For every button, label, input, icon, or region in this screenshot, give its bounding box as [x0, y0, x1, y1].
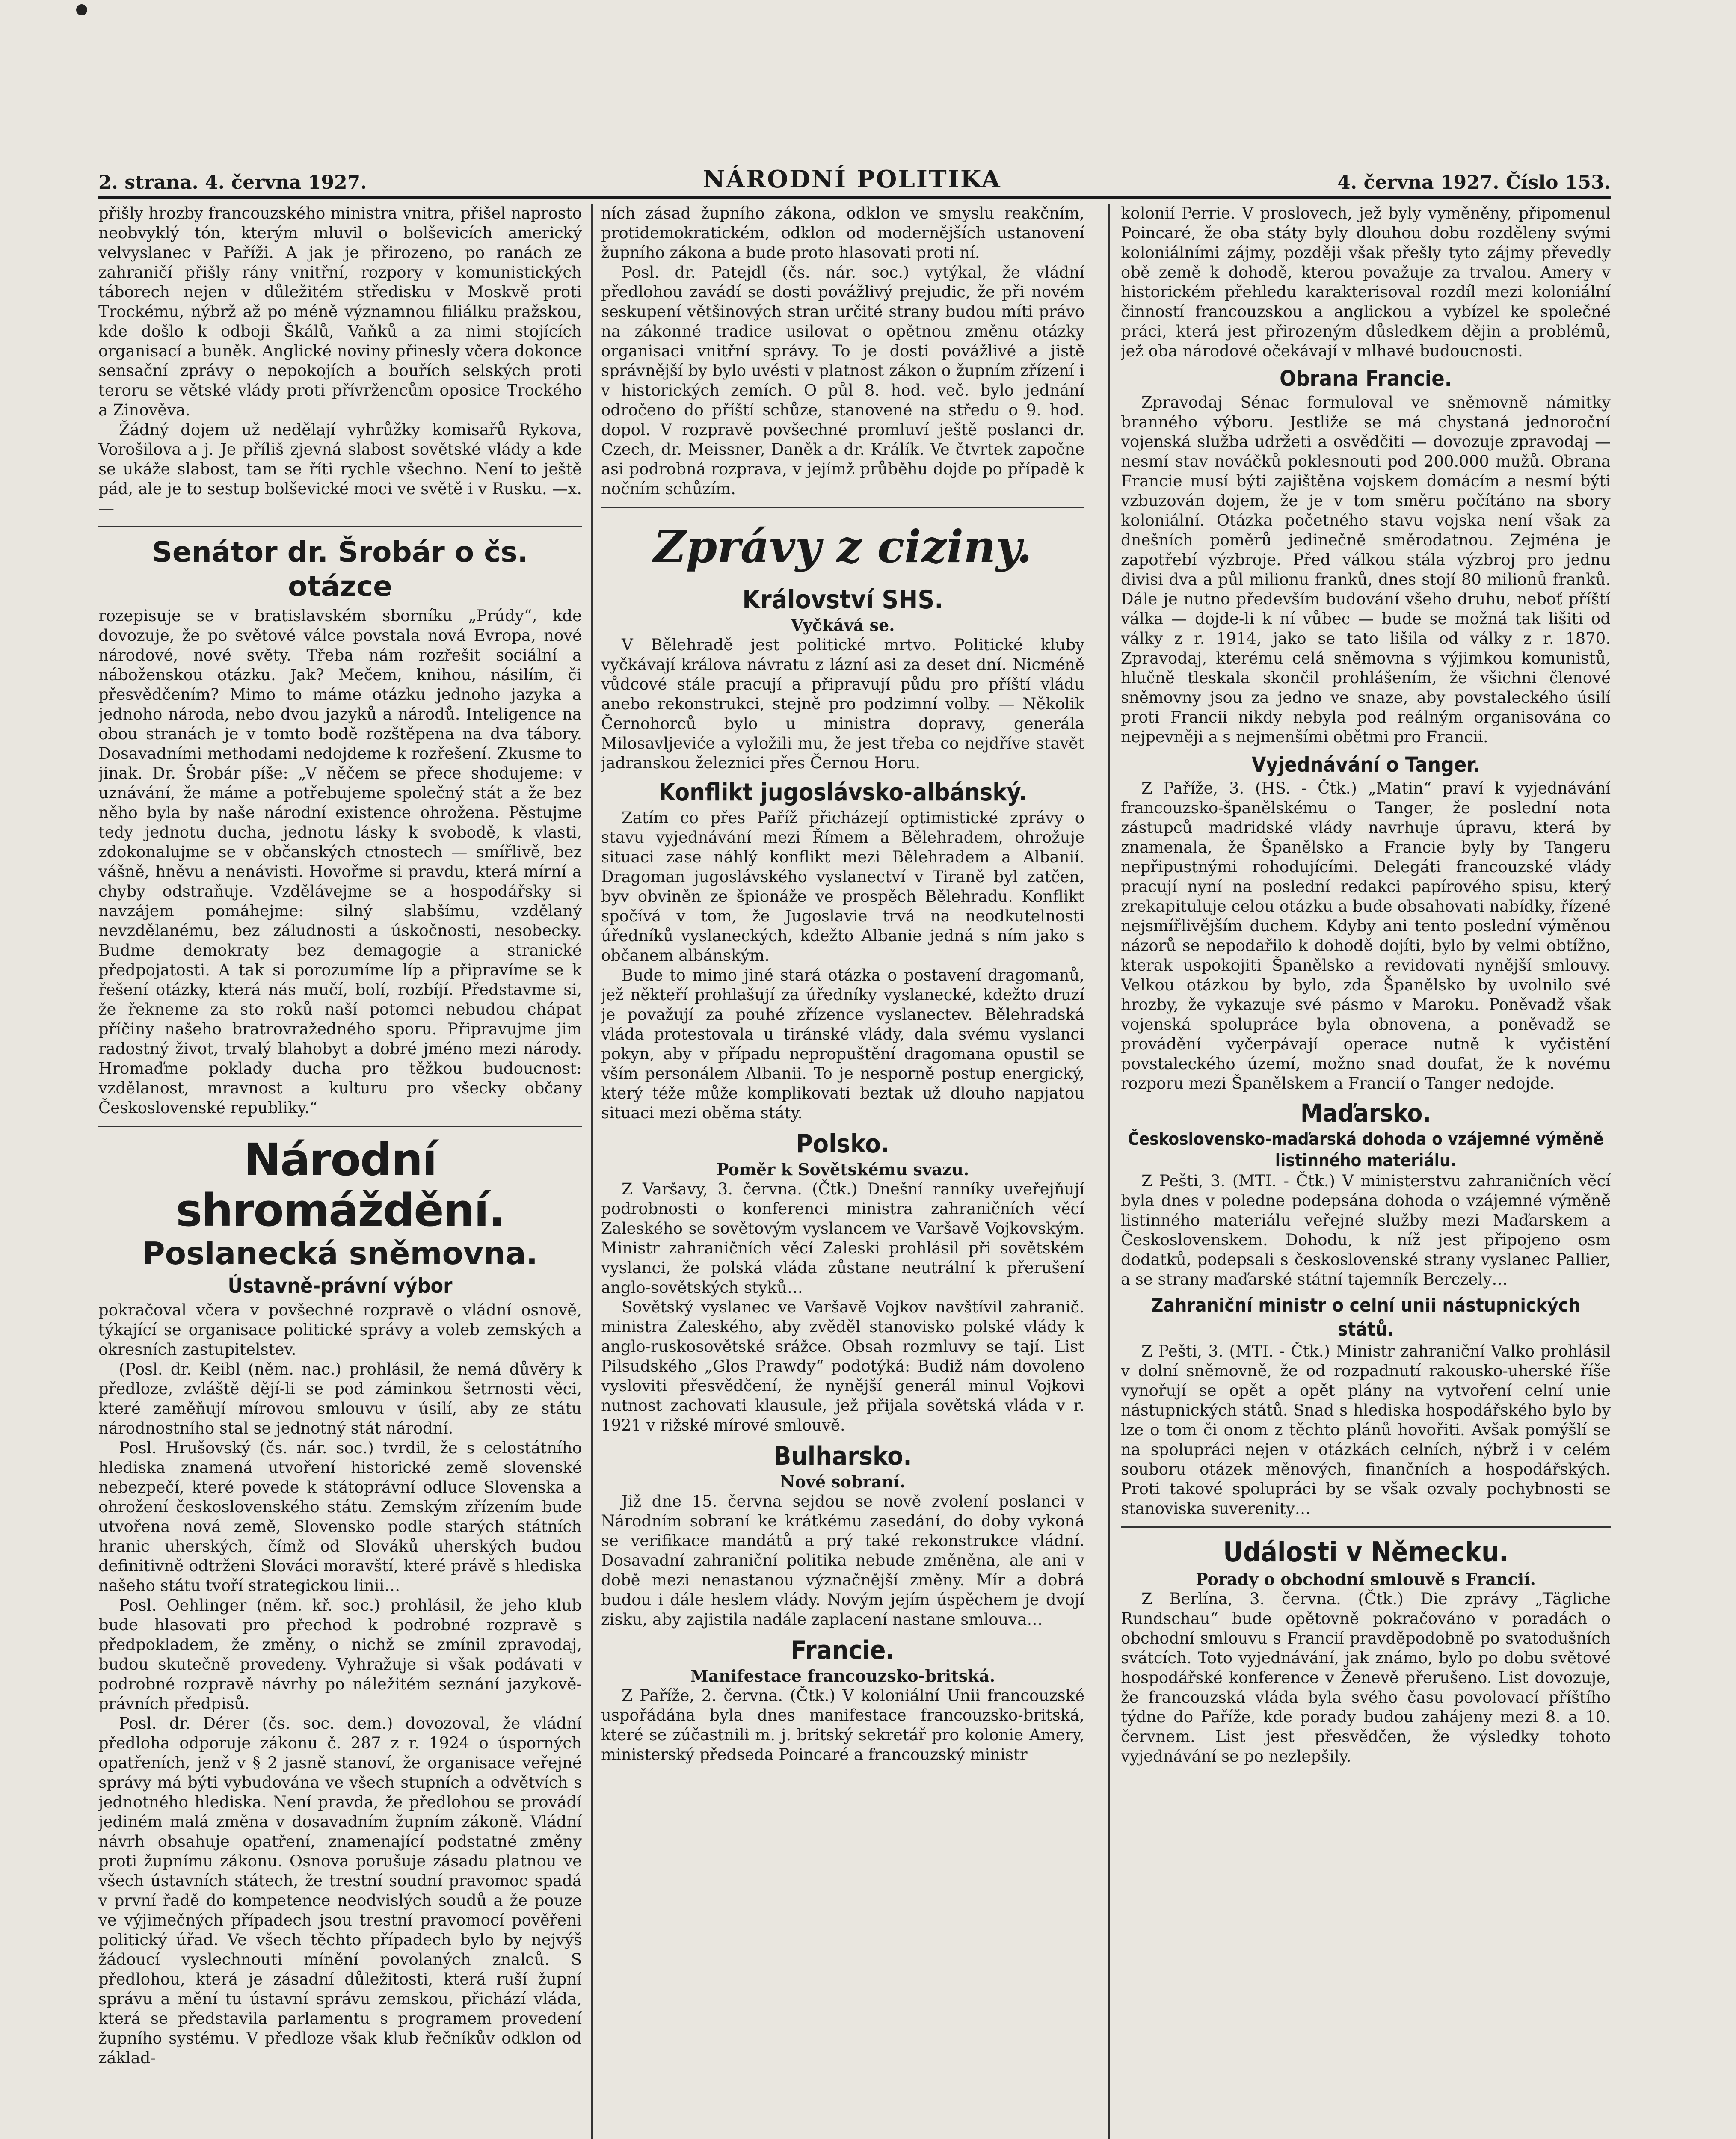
- article-paragraph: Posl. Hrušovský (čs. nár. soc.) tvrdil, že s celostátního hlediska znamená utvoření historické země slovenské nebezpečí, které povede k státoprávní odluce Slovenska a ohrožení československého státu. Zemským zřízením bude utvořena nová země, Slovensko podle starých státních hranic uherských, čímž od Slováků uherských budou definitivně odtrženi Slováci moravští, které právě s hlediska našeho státu tvoří strategickou linii…: [98, 1439, 582, 1595]
- article-paragraph: (Posl. dr. Keibl (něm. nac.) prohlásil, že nemá důvěry k předloze, zvláště dějí-li se pod záminkou šetrnosti věci, které zaměňují mírovou smlouvu v úsilí, aby ze státu národnostního stal se jednotný stát národní.: [98, 1360, 582, 1437]
- subheadline-germany: Porady o obchodní smlouvě s Francií.: [1196, 1570, 1536, 1589]
- article-paragraph: Z Varšavy, 3. června. (Čtk.) Dnešní ranníky uveřejňují podrobnosti o konferenci ministra zahraničních věcí Zaleského se sovětovým vyslancem ve Varšavě Vojkovským. Ministr zahraničních věcí Zaleski prohlásil při sovětském vyslanci, že polská vláda zůstane neutrální k přerušení anglo-sovětských styků…: [601, 1180, 1084, 1297]
- headline-srobar: Senátor dr. Šrobár o čs. otázce: [152, 536, 528, 603]
- column-3: [1121, 204, 1611, 2139]
- headline-shs: Království SHS.: [742, 585, 943, 615]
- headline-defense-france: Obrana Francie.: [1280, 366, 1452, 391]
- headline-poland: Polsko.: [796, 1129, 890, 1159]
- header-right: 4. června 1927. Číslo 153.: [1337, 172, 1611, 193]
- subheadline-bulgaria: Nové sobraní.: [780, 1472, 906, 1491]
- article-paragraph: Posl. Oehlinger (něm. kř. soc.) prohlásil, že jeho klub bude hlasovati pro přechod k podrobné rozpravě s předpokladem, že změny, o nichž se zmínil zpravodaj, budou skutečně provedeny. Vyhražuje si však podávati v podrobné rozpravě návrhy po náležitém seznání jazykově-právních předpisů.: [98, 1596, 582, 1713]
- article-paragraph: Posl. dr. Dérer (čs. soc. dem.) dovozoval, že vládní předloha odporuje zákonu č. 287 z r. 1924 o úsporných opatřeních, jenž v § 2 jasně stanoví, že organisace veřejné správy má býti vybudována ve všech stupních a odvětvích s jednotného hlediska. Není pravda, že předlohou se provádí jediném malá změna v dosavadním župním zákoně. Vládní návrh obsahuje opatření, znamenající podstatné změny proti župnímu zákonu. Osnova porušuje zásadu platnou ve všech ústavních státech, že trestní soudní pravomoc spadá v první řadě do kompetence neodvislých soudů a že pouze ve výjimečných případech jsou trestní pravomocí pověřeni politický úřad. Ve všech těchto případech bylo by nejvýš žádoucí vyslechnouti mínění povolaných znalců. S předlohou, která je zásadní důležitosti, která ruší župní správu a mění tu ústavní správu zemskou, přichází vláda, která se představila parlamentu s programem provedení župního systému. V předloze však klub řečníkův odklon od základ-: [98, 1714, 582, 2067]
- column-2: [601, 204, 1084, 2139]
- column-1: [98, 204, 582, 2139]
- article-paragraph: Z Paříže, 3. (HS. - Čtk.) „Matin“ praví k vyjednávání francouzsko-španělskému o Tanger, že poslední nota zástupců madridské vlády navrhuje úpravu, která by znamenala, že Španělsko a Francie byly by Tangeru nepřipustnými rohodujícími. Delegáti francouzské vlády pracují nyní na poslední redakci papírového spisu, který zrekapituluje celou otázku a bude obsahovati nabídky, řízené nejsmířlivějším duchem. Kdyby ani tento poslední výměnou názorů se nepodařilo k dohodě dojíti, bylo by velmi obtížno, kterak uspokojiti Španělsko a revidovati nynější smlouvy. Velkou otázkou by bylo, zda Španělsko by uvolnilo své hrozby, že vykazuje své pásmo v Maroku. Poněvadž však vojenská spolupráce byla obnovena, a poněvadž se provádění vyčerpávají operace nutně k vyčistění povstaleckého území, možno snad doufat, že k novému rozporu mezi Španělskem a Francií o Tanger nedojde.: [1121, 779, 1611, 1093]
- subheadline-shs: Vyčkává se.: [791, 616, 895, 635]
- divider: [1121, 1526, 1611, 1528]
- headline-foreign-minister: Zahraniční ministr o celní unii nástupnických států.: [1151, 1295, 1581, 1340]
- headline-foreign-news: Zprávy z ciziny.: [653, 520, 1032, 573]
- page-header: [98, 166, 1611, 193]
- headline-germany: Události v Německu.: [1223, 1537, 1508, 1568]
- article-continued-text: kolonií Perrie. V proslovech, jež byly vyměněny, připomenul Poincaré, že oba státy byly dlouhou dobu rozděleny svými koloniálními zájmy, později však přešly tyto zájmy převedly obě země k dohodě, kterou považuje za trvalou. Amery v historickém přehledu karakterisoval rozdíl mezi koloniální činností francouzskou a anglickou a vybízel ke společné práci, která jest přirozeným důsledkem dějin a problémů, jež oba národové očekávají v mlhavé budoucnosti.: [1121, 204, 1611, 360]
- headline-committee: Ústavně-právní výbor: [228, 1274, 453, 1298]
- article-paragraph: Posl. dr. Patejdl (čs. nár. soc.) vytýkal, že vládní předlohou zavádí se dosti povážlivý prejudic, že při novém seskupení většinových stran určité strany budou míti právo na zákonné tradice usilovat o opětnou změnu otázky organisaci vnitřní správy. To je dosti povážlivé a jistě správnější by bylo uvésti v platnost zákon o župním zřízení i v historických zemích. O půl 8. hod. več. bylo jednání odročeno do příští schůze, stanovené na středu o 9. hod. dopol. V rozpravě povšechné promluví ještě poslanci dr. Czech, dr. Meissner, Daněk a dr. Králík. Ve čtvrtek započne asi podrobná rozprava, v jejímž průběhu dojde po případě k nočním schůzím.: [601, 263, 1084, 498]
- divider: [98, 526, 582, 527]
- masthead-title: NÁRODNÍ POLITIKA: [703, 165, 1001, 193]
- article-paragraph: Z Berlína, 3. června. (Čtk.) Die zprávy „Tägliche Rundschau“ bude opětovně pokračováno v poradách o obchodní smlouvu s Francií pravděpodobně po svatodušních svátcích. Toto vyjednávání, jak známo, bylo po dobu světové hospodářské konference v Ženevě přerušeno. List dovozuje, že francouzská vláda byla svého času povolovací příštího týdne do Paříže, kde porady budou zahájeny mezi 8. a 10. červnem. List jest přesvědčen, že výsledky tohoto vyjednávání se po nezlepšily.: [1121, 1590, 1611, 1766]
- headline-bulgaria: Bulharsko.: [773, 1441, 912, 1471]
- column-divider-2: [1108, 204, 1110, 2139]
- article-paragraph: Z Pešti, 3. (MTI. - Čtk.) Ministr zahraniční Valko prohlásil v dolní sněmovně, že od rozpadnutí rakousko-uherské říše vynořují se opět a opět plány na vytvoření celní unie nástupnických států. Snad s hlediska hospodářského bylo by lze o tom či onom z těchto plánů hovořiti. Avšak pomýšlí se na spolupráci nejen v otázkách celních, nýbrž i v celém souboru otázek měnových, finančních a hospodářských. Proti takové spolupráci by se však ozvaly pochybnosti se stanoviska suverenity…: [1121, 1342, 1611, 1518]
- header-rule: [98, 196, 1611, 199]
- headline-chamber: Poslanecká sněmovna.: [142, 1235, 538, 1271]
- subheadline-hungary: Československo-maďarská dohoda o vzájemné výměně listinného materiálu.: [1128, 1129, 1604, 1170]
- headline-hungary: Maďarsko.: [1300, 1099, 1431, 1128]
- article-paragraph: V Bělehradě jest politické mrtvo. Politické kluby vyčkávají králova návratu z lázní asi za deset dní. Nicméně vůdcové stále pracují a připravují půdu pro příští vládu anebo rekonstrukci, stejně pro podzimní volby. — Několik Černohorců bylo u ministra dopravy, generála Milosavljeviće a vyložili mu, že jest třeba co nejdříve stavět jadranskou železnici přes Černou Horu.: [601, 636, 1084, 772]
- headline-france: Francie.: [791, 1635, 895, 1665]
- article-paragraph: Zpravodaj Sénac formuloval ve sněmovně námitky branného výboru. Jestliže se má chystaná jednoroční vojenská služba udržeti a osvědčiti — dovozuje zpravodaj — nesmí stav nováčků poklesnouti pod 200.000 mužů. Obrana Francie musí býti zajištěna vojskem domácím a nesmí býti vzbuzován dojem, že je v tom směru počítáno na sbory koloniální. Otázka početného stavu vojska není však za dnešních poměrů jedinečně směrodatnou. Zejména je zapotřebí výzbroje. Před válkou stála výzbroj pro jednu divisi dva a půl milionu franků, dnes stojí 80 milionů franků. Dále je nutno především budování všeho druhu, neboť příští válka — dojde-li k ní vůbec — bude se možná tak lišiti od války z r. 1914, jako se tato lišila od války z r. 1870. Zpravodaj, kterému celá sněmovna s výjimkou komunistů, hlučně tleskala skončil prohlášením, že všichni členové sněmovny jsou za jedno ve snaze, aby povstaleckého úsilí proti Francii nikdy nebyla pod reálným organisována co nejpevněji a s nejmenšími obětmi pro Francii.: [1121, 393, 1611, 746]
- article-paragraph: Již dne 15. června sejdou se nově zvolení poslanci v Národním sobraní ke krátkému zasedání, do doby vykoná se verifikace mandátů a prý také rekonstrukce vládní. Dosavadní zahraniční politika nebude změněna, ale ani v době mezi nenastanou význačnější změny. Mír a dobrá budou i dále heslem vlády. Novým jejím úspěchem je dvojí zisku, aby zajistila nadále zaplacení nastane smlouva…: [601, 1492, 1084, 1629]
- punch-hole-mark: [76, 4, 87, 15]
- subheadline-poland: Poměr k Sovětskému svazu.: [716, 1160, 969, 1179]
- article-paragraph: Z Paříže, 2. června. (Čtk.) V koloniální Unii francouzské uspořádána byla dnes manifestace francouzsko-britská, které se zúčastnili m. j. britský sekretář pro kolonie Amery, ministerský předseda Poincaré a francouzský ministr: [601, 1686, 1084, 1764]
- divider: [601, 507, 1084, 508]
- article-paragraph: Zatím co přes Paříž přicházejí optimistické zprávy o stavu vyjednávání mezi Římem a Bělehradem, ohrožuje situaci zase náhlý konflikt mezi Bělehradem a Albanií. Dragoman jugoslávského vyslanectví v Tiraně byl zatčen, byv obviněn ze špionáže ve prospěch Bělehradu. Konflikt spočívá v tom, že Jugoslavie trvá na neodkutelnosti úředníků vyslaneckých, kdežto Albanie jedná s ním jako s občanem albánským.: [601, 809, 1084, 965]
- article-continued-text: přišly hrozby francouzského ministra vnitra, přišel naprosto neobvyklý tón, kterým mluvil o bolševicích americký velvyslanec v Paříži. A jak je přirozeno, po ranách ze zahraničí přišly rány vnitřní, rozpory v komunistických táborech nejen v důležitém středisku v Moskvě proti Trockému, nýbrž až po méně významnou filiálku pražskou, kde došlo k odboji Škálů, Vaňků a za nimi stojících organisací a buněk. Anglické noviny přinesly včera dokonce sensační zprávy o nepokojích a bouřích selských proti teroru se větské vlády proti přívržencům oposice Trockého a Zinověva.: [98, 204, 582, 419]
- headline-national-assembly: Národní shromáždění.: [176, 1134, 504, 1236]
- article-paragraph: pokračoval včera v povšechné rozpravě o vládní osnově, týkající se organisace politické správy a voleb zemských a okresních zastupitelstev.: [98, 1301, 582, 1359]
- article-paragraph: Žádný dojem už nedělají vyhrůžky komisařů Rykova, Vorošilova a j. Je příliš zjevná slabost sovětské vlády a kde se ukáže slabost, tam se říti rychle všechno. Není to ještě pád, ale je to sestup bolševické moci ve světě i v Rusku. —x.—: [98, 421, 582, 518]
- article-paragraph: Z Pešti, 3. (MTI. - Čtk.) V ministerstvu zahraničních věcí byla dnes v poledne podepsána dohoda o vzájemné výměně listinného materiálu veřejné služby mezi Maďarskem a Československem. Dohodu, k níž jest připojeno osm dodatků, podepsali s československé strany vyslanec Pallier, a se strany maďarské státní tajemník Berczely…: [1121, 1172, 1611, 1289]
- headline-albania: Konflikt jugoslávsko-albánský.: [658, 779, 1027, 806]
- header-left: 2. strana. 4. června 1927.: [98, 172, 367, 193]
- divider: [98, 1126, 582, 1127]
- article-paragraph: Bude to mimo jiné stará otázka o postavení dragomanů, jež někteří prohlašují za úředníky vyslanecké, kdežto druzí je považují za pouhé zřízence vyslanectev. Bělehradská vláda protestovala u tiránské vlády, dala svému vyslanci pokyn, aby v případu nepropuštění dragomana opustil se vším personálem Albanii. To je nesporně postup energický, který téže může komplikovati beztak už dlouho napjatou situaci mezi oběma státy.: [601, 966, 1084, 1122]
- article-paragraph: rozepisuje se v bratislavském sborníku „Prúdy“, kde dovozuje, že po světové válce povstala nová Evropa, nové národové, nové světy. Třeba nám rozřešit sociální a náboženskou otázku. Jak? Mečem, knihou, násilím, či přesvědčením? Mimo to máme otázku jednoho jazyka a jednoho národa, nebo dvou jazyků a národů. Inteligence na obou stranách je v tomto bodě rozštěpena na dva tábory. Dosavadními methodami nedojdeme k rozřešení. Zkusme to jinak. Dr. Šrobár píše: „V něčem se přece shodujeme: v uznávání, že máme a potřebujeme společný stát a že bez něho byla by naše národní existence ohrožena. Pěstujme tedy jednotu ducha, jednotu lásky k svobodě, k vlasti, zdokonalujme se v občanských ctnostech — smířlivě, bez vášně, hněvu a nenávisti. Hovořme si pravdu, která mírní a chyby odstraňuje. Vzdělávejme se a hospodářsky si navzájem pomáhejme: silný slabšímu, vzdělaný nevzdělanému, bez záludnosti a úskočnosti, nesobecky. Budme demokraty bez demagogie a stranické předpojatosti. A tak si porozumíme líp a připravíme se k řešení otázky, která nás mučí, bolí, rozbíjí. Představme si, že řekneme za sto roků naší potomci nebudou chápat příčiny našeho bratrovražedného sporu. Připravujme jim radostný život, trvalý blahobyt a dobré jméno mezi národy. Hromaďme poklady ducha pro těžkou budoucnost: vzdělanost, mravnost a kulturu pro všecky občany Československé republiky.“: [98, 607, 582, 1117]
- article-paragraph: Sovětský vyslanec ve Varšavě Vojkov navštívil zahranič. ministra Zaleského, aby zvěděl stanovisko polské vlády k anglo-ruskosovětské srážce. Obsah rozmluvy se tají. List Pilsudského „Glos Prawdy“ podotýká: Budiž nám dovoleno vysloviti přesvědčení, že nynější generál minul Vojkovi nutnost zachovati klausule, jež přijala sovětská vláda v r. 1921 v rižské mírové smlouvě.: [601, 1298, 1084, 1434]
- subheadline-france: Manifestace francouzsko-britská.: [690, 1666, 995, 1686]
- article-continued-text: ních zásad župního zákona, odklon ve smyslu reakčním, protidemokratickém, odklon od modernějších ustanovení župního zákona a bude proto hlasovati proti ní.: [601, 204, 1084, 262]
- column-divider-1: [591, 204, 593, 2139]
- headline-tanger: Vyjednávání o Tanger.: [1251, 753, 1480, 777]
